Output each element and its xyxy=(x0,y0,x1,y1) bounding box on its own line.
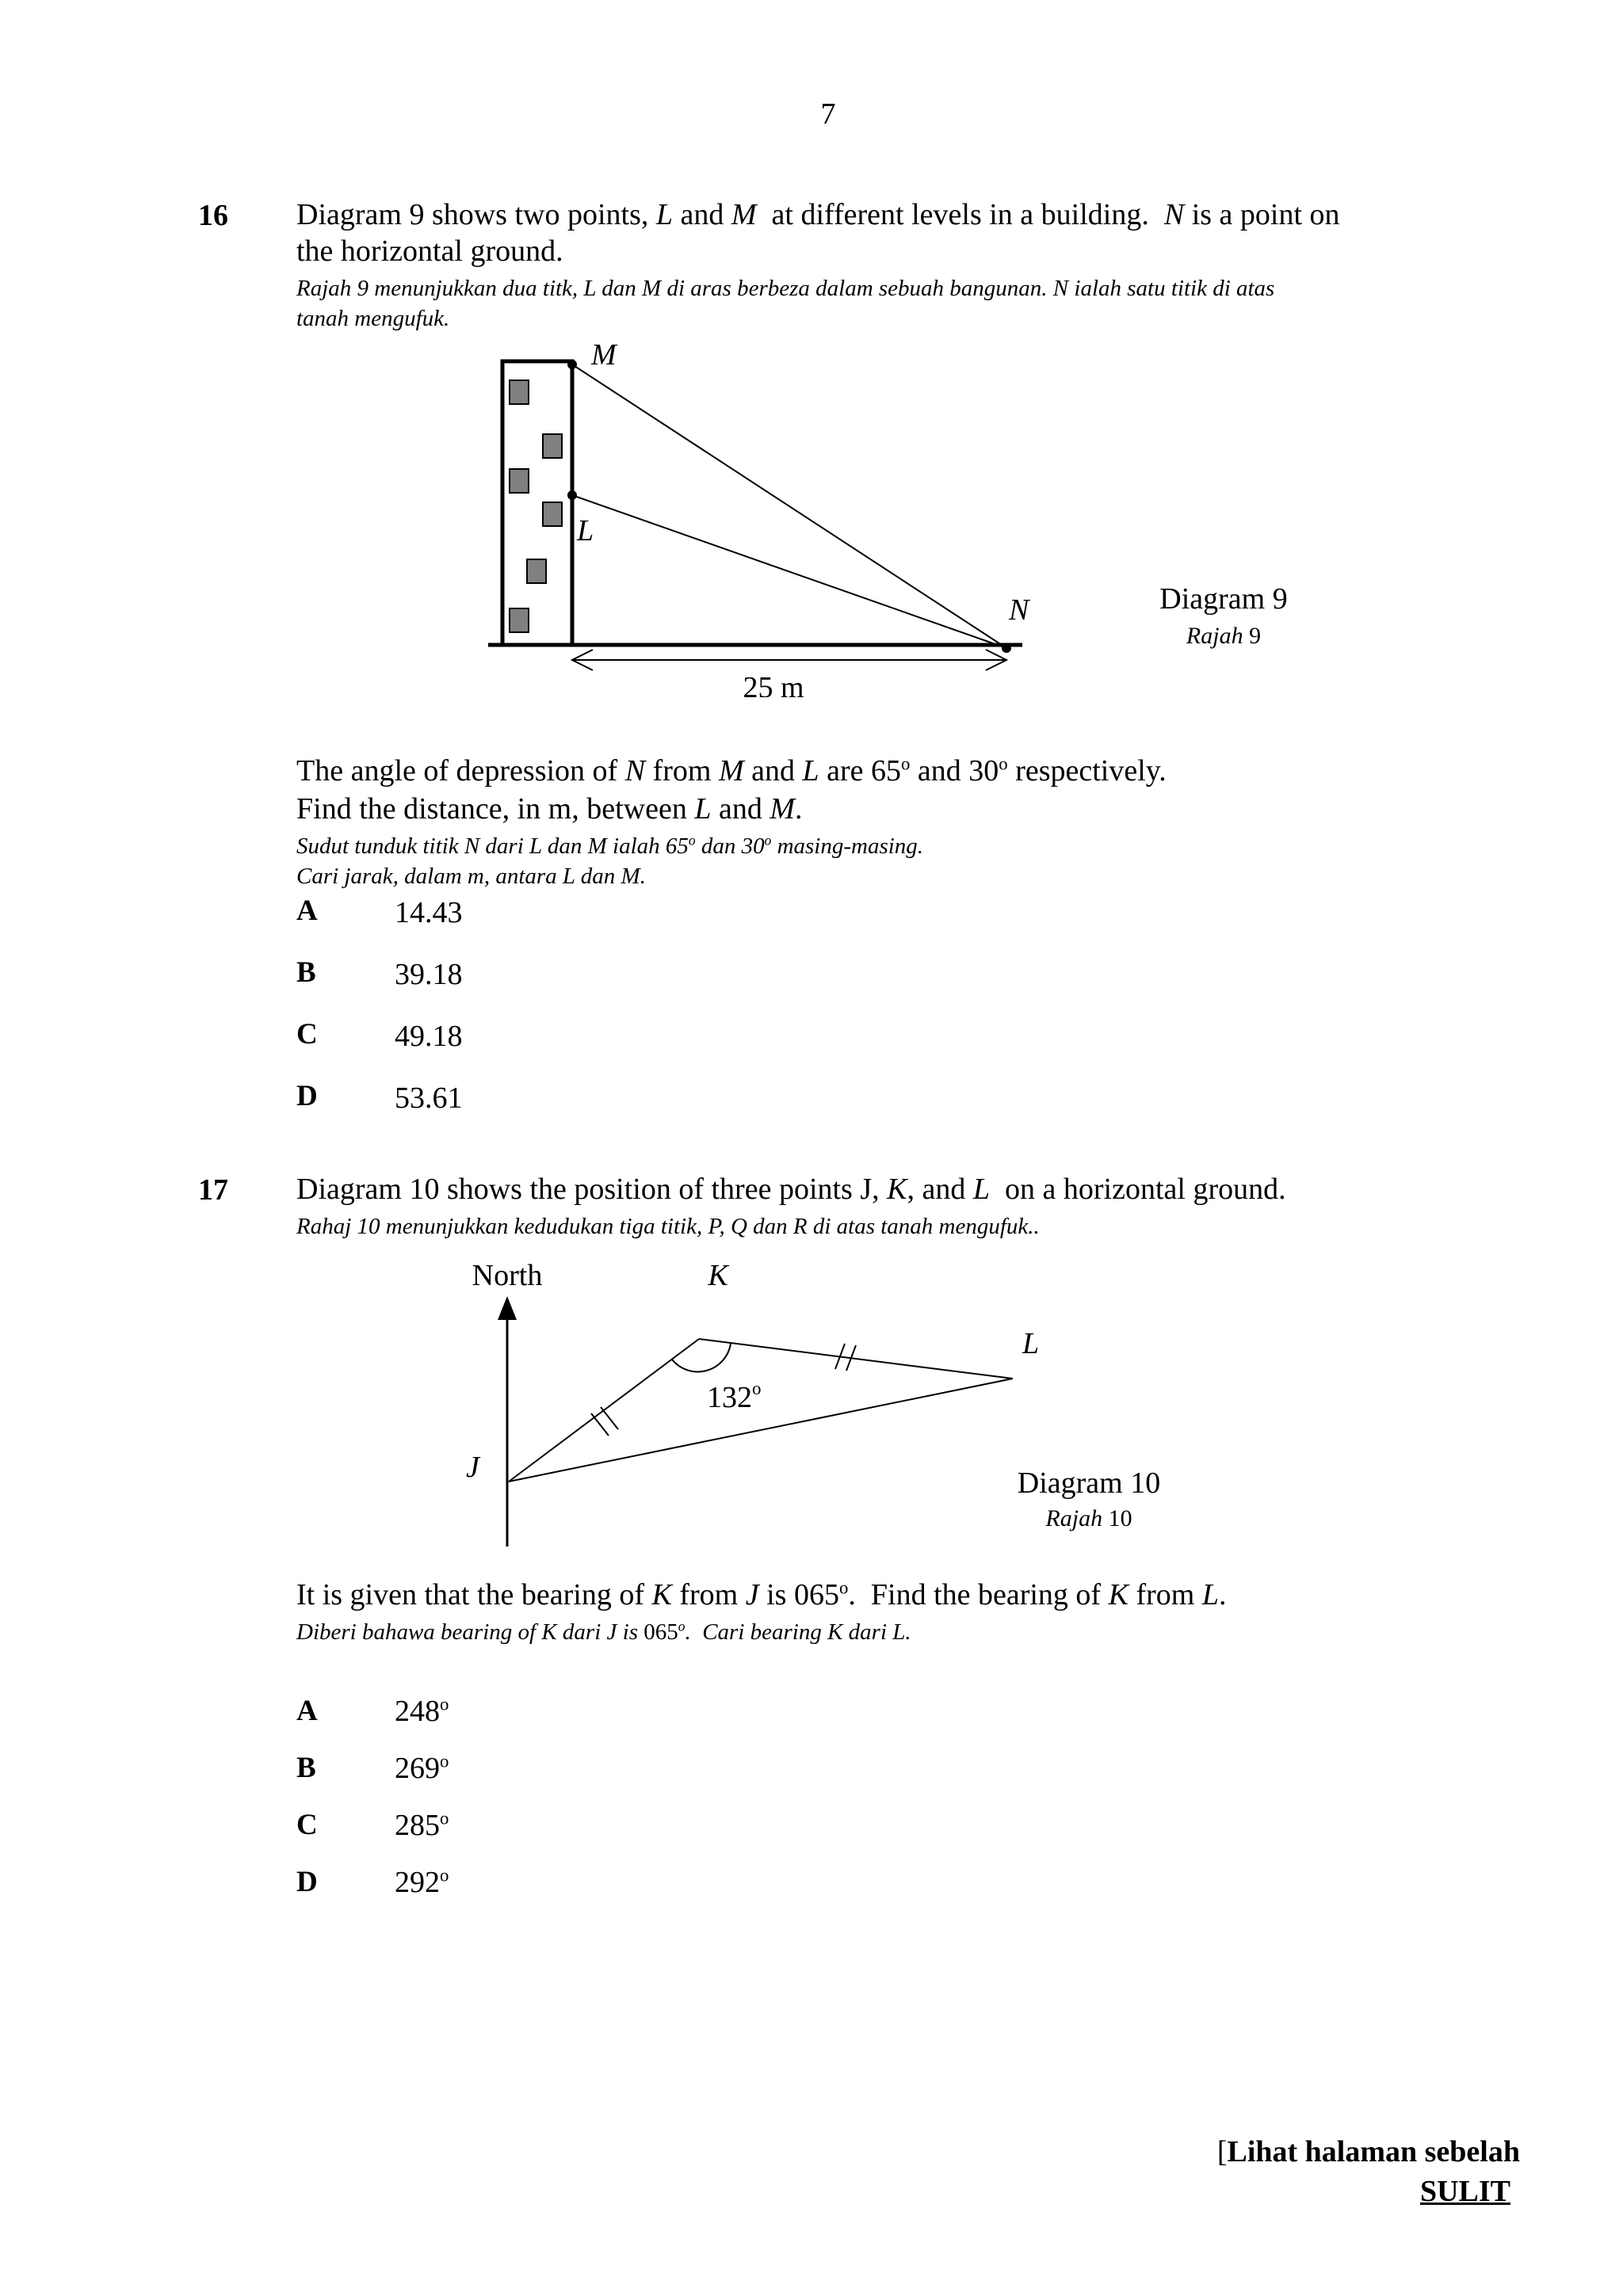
q16-option-a-letter: A xyxy=(296,894,318,927)
q16-option-d-letter: D xyxy=(296,1080,318,1112)
q17-option-a-letter: A xyxy=(296,1695,318,1727)
diagram-10-caption: Diagram 10 xyxy=(1017,1466,1161,1500)
point-N xyxy=(1002,643,1011,653)
label-K: K xyxy=(708,1259,728,1292)
q16-given-en: The angle of depression of N from M and L are 65$^o$ and 30$^o$ respectively. xyxy=(296,753,1167,788)
angle-arc-K xyxy=(672,1344,731,1371)
q16-given-ms: Sudut tunduk titik N dari L dan M ialah 65$^o$ dan 30$^o$ masing-masing. xyxy=(296,832,924,859)
window xyxy=(543,502,562,526)
window xyxy=(510,608,529,632)
window xyxy=(510,380,529,404)
footer-next-page: [Lihat halaman sebelah xyxy=(1216,2135,1520,2168)
label-N: N xyxy=(1009,593,1029,627)
page-number: 7 xyxy=(820,97,836,131)
q16-stem-ms-line1: Rajah 9 menunjukkan dua titk, L dan M di aras berbeza dalam sebuah bangunan. N ialah satu titik di atas xyxy=(296,276,1275,301)
q17-option-c-value: 285$^o$ xyxy=(395,1808,449,1842)
q17-option-d-letter: D xyxy=(296,1866,318,1898)
q17-stem-ms: Rahaj 10 menunjukkan kedudukan tiga titik, P, Q dan R di atas tanah mengufuk.. xyxy=(296,1214,1040,1239)
tick-marks-JK xyxy=(591,1407,618,1436)
q17-given-ms: Diberi bahawa bearing of K dari J is 065$^o$. Cari bearing K dari L. xyxy=(296,1618,911,1645)
line-MN xyxy=(572,364,1006,648)
label-L: L xyxy=(1022,1327,1040,1360)
q17-given-en: It is given that the bearing of K from J is 065$^o$. Find the bearing of K from L. xyxy=(296,1577,1227,1611)
diagram-10-caption-ms: Rajah 10 xyxy=(1045,1505,1132,1531)
q16-stem-en-line1: Diagram 9 shows two points, L and M at different levels in a building. N is a point on xyxy=(296,198,1340,231)
diagram-9-caption-ms: Rajah 9 xyxy=(1186,623,1262,649)
point-L xyxy=(567,490,577,500)
q16-stem-ms-line2: tanah mengufuk. xyxy=(296,306,450,331)
q16-option-a-value: 14.43 xyxy=(395,896,463,929)
north-arrow xyxy=(498,1296,517,1547)
q16-find-en: Find the distance, in m, between L and M. xyxy=(296,792,803,826)
north-label: North xyxy=(472,1259,543,1292)
line-LN xyxy=(572,495,1006,648)
question-number-17: 17 xyxy=(198,1173,228,1207)
angle-label: 132$^o$ xyxy=(707,1379,762,1414)
distance-arrow xyxy=(572,650,1006,670)
window xyxy=(543,434,562,458)
q16-stem-en-line2: the horizontal ground. xyxy=(296,235,563,268)
q16-option-c-letter: C xyxy=(296,1018,318,1051)
question-number-16: 16 xyxy=(198,199,228,232)
distance-label: 25 m xyxy=(743,671,804,697)
q16-find-ms: Cari jarak, dalam m, antara L dan M. xyxy=(296,864,646,889)
window xyxy=(527,559,546,583)
point-M xyxy=(567,360,577,369)
q17-option-c-letter: C xyxy=(296,1809,318,1841)
q17-option-a-value: 248$^o$ xyxy=(395,1694,449,1728)
q16-option-b-value: 39.18 xyxy=(395,958,463,991)
q16-option-b-letter: B xyxy=(296,956,316,989)
footer-sulit: SULIT xyxy=(1419,2175,1510,2208)
label-J: J xyxy=(466,1451,479,1484)
building xyxy=(502,361,572,645)
q16-option-d-value: 53.61 xyxy=(395,1081,463,1115)
diagram-9-caption: Diagram 9 xyxy=(1159,582,1288,616)
window xyxy=(510,469,529,493)
label-M: M xyxy=(591,338,617,372)
q17-option-b-letter: B xyxy=(296,1752,316,1784)
line-KL xyxy=(699,1339,1013,1379)
q16-option-c-value: 49.18 xyxy=(395,1020,463,1053)
q17-option-d-value: 292$^o$ xyxy=(395,1865,449,1899)
q17-stem-en: Diagram 10 shows the position of three points J, K, and L on a horizontal ground. xyxy=(296,1173,1286,1206)
q17-option-b-value: 269$^o$ xyxy=(395,1751,449,1785)
label-L: L xyxy=(577,514,594,547)
diagram-9 xyxy=(468,333,1046,697)
